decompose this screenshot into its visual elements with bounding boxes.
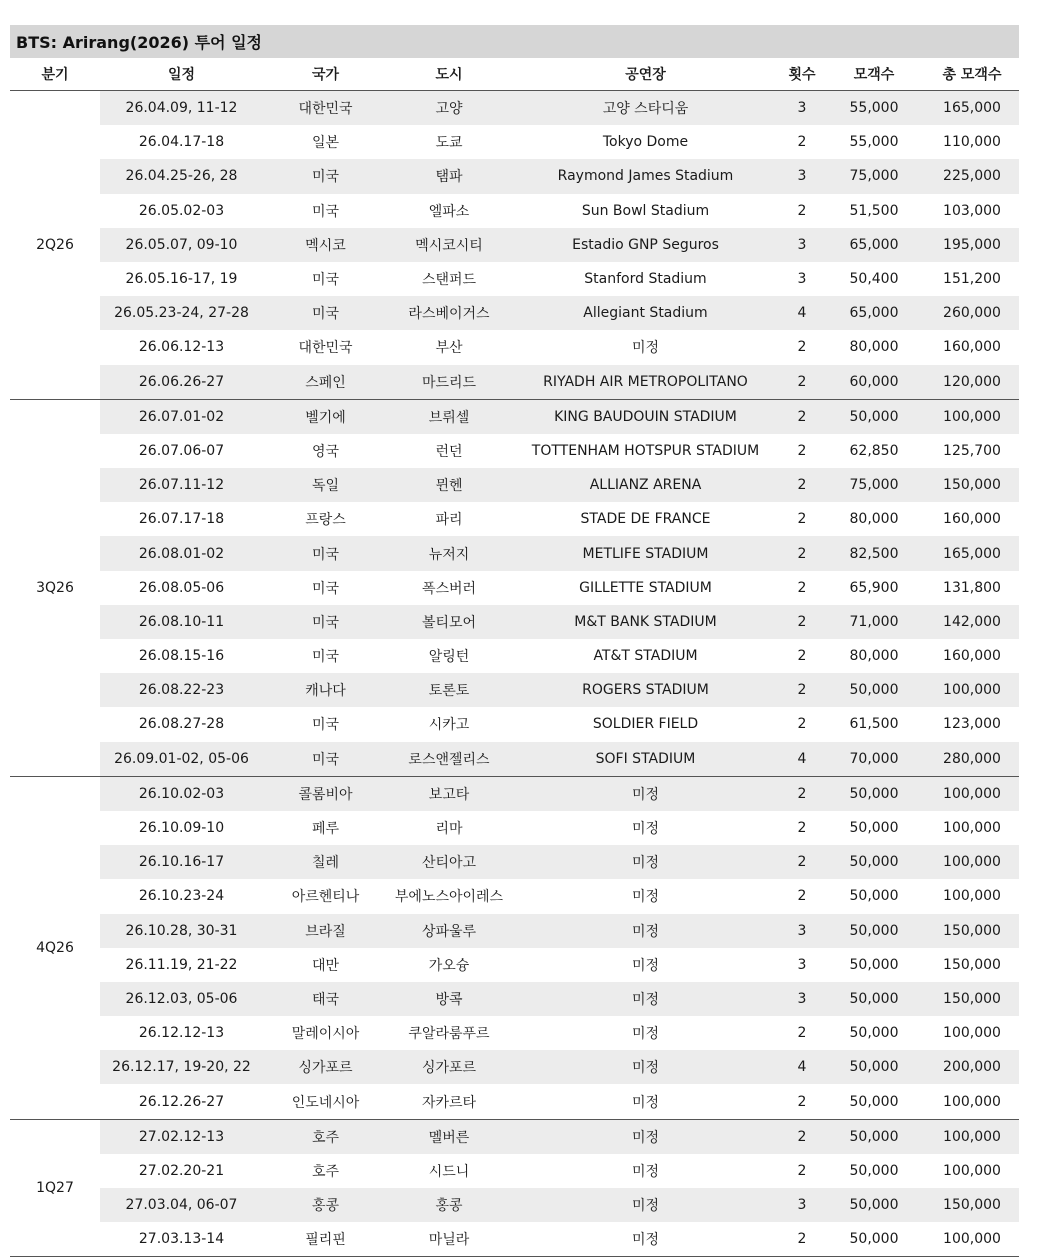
date-cell: 26.04.25-26, 28: [100, 159, 263, 193]
date-cell: 26.07.01-02: [100, 399, 263, 434]
table-row: [10, 159, 1019, 193]
date-cell: 26.08.22-23: [100, 673, 263, 707]
date-cell: 26.11.19, 21-22: [125, 956, 238, 973]
total-attendance-cell: 100,000: [925, 776, 1019, 811]
table-row: [10, 948, 1019, 982]
table-row: [10, 639, 1019, 673]
city-cell: 로스앤젤리스: [388, 742, 510, 777]
venue-cell: 미정: [631, 1026, 660, 1043]
city-cell: 방콕: [388, 982, 510, 1016]
city-cell: 시드니: [428, 1163, 470, 1180]
country-cell: 미국: [263, 742, 388, 777]
shows-cell: 2: [797, 134, 807, 151]
table-row: [10, 982, 1019, 1016]
total-attendance-cell: 100,000: [925, 1119, 1019, 1154]
venue-cell: 미정: [510, 776, 781, 811]
country-cell: 호주: [263, 1119, 388, 1154]
shows-cell: 2: [781, 536, 823, 570]
shows-cell: 3: [781, 982, 823, 1016]
country-cell: 캐나다: [263, 673, 388, 707]
venue-cell: Raymond James Stadium: [510, 159, 781, 193]
attendance-cell: 50,400: [849, 271, 899, 288]
date-cell: 26.06.26-27: [100, 365, 263, 400]
city-cell: 런던: [435, 443, 463, 460]
venue-cell: 미정: [631, 1094, 660, 1111]
attendance-cell: 50,000: [849, 956, 899, 973]
country-cell: 칠레: [263, 845, 388, 879]
country-cell: 일본: [311, 135, 340, 152]
shows-cell: 2: [797, 339, 807, 356]
venue-cell: ROGERS STADIUM: [510, 673, 781, 707]
venue-cell: Tokyo Dome: [602, 134, 689, 151]
venue-cell: Stanford Stadium: [584, 271, 707, 288]
city-cell: 멜버른: [388, 1119, 510, 1154]
table-row: [10, 262, 1019, 296]
attendance-cell: 50,000: [849, 1162, 899, 1179]
total-attendance-cell: 165,000: [925, 91, 1019, 126]
total-attendance-cell: 120,000: [925, 365, 1019, 400]
total-attendance-cell: 100,000: [925, 399, 1019, 434]
header-date: 일정: [100, 58, 263, 91]
venue-cell: 미정: [631, 340, 660, 357]
city-cell: 브뤼셀: [388, 399, 510, 434]
table-body: [10, 91, 1019, 1257]
attendance-cell: 50,000: [823, 776, 925, 811]
shows-cell: 3: [797, 271, 807, 288]
city-cell: 가오슝: [428, 957, 470, 974]
attendance-cell: 60,000: [823, 365, 925, 400]
shows-cell: 2: [797, 888, 807, 905]
city-cell: 멕시코시티: [388, 228, 510, 262]
total-attendance-cell: 195,000: [925, 228, 1019, 262]
total-attendance-cell: 260,000: [925, 296, 1019, 330]
header-attendance: 모객수: [823, 58, 925, 91]
quarter-cell: 3Q26: [10, 399, 100, 776]
attendance-cell: 55,000: [823, 91, 925, 126]
venue-cell: METLIFE STADIUM: [510, 536, 781, 570]
country-cell: 멕시코: [263, 228, 388, 262]
attendance-cell: 50,000: [823, 982, 925, 1016]
date-cell: 26.10.23-24: [138, 888, 225, 905]
date-cell: 26.08.10-11: [100, 605, 263, 639]
table-row: [10, 365, 1019, 400]
venue-cell: 미정: [631, 1163, 660, 1180]
city-cell: 리마: [435, 821, 463, 838]
city-cell: 알링턴: [428, 649, 470, 666]
total-attendance-cell: 125,700: [943, 442, 1001, 459]
total-attendance-cell: 150,000: [925, 1188, 1019, 1222]
table-row: [10, 296, 1019, 330]
date-cell: 26.08.05-06: [138, 579, 225, 596]
table-row: [10, 1050, 1019, 1084]
table-row: [10, 399, 1019, 434]
date-cell: 26.10.09-10: [138, 820, 225, 837]
country-cell: 콜롬비아: [263, 776, 388, 811]
date-cell: 26.10.28, 30-31: [100, 914, 263, 948]
table-row: [10, 1119, 1019, 1154]
attendance-cell: 50,000: [823, 1222, 925, 1257]
total-attendance-cell: 150,000: [925, 982, 1019, 1016]
table-row: [10, 1016, 1019, 1050]
table-row: [10, 91, 1019, 126]
shows-cell: 3: [797, 956, 807, 973]
attendance-cell: 80,000: [849, 511, 899, 528]
country-cell: 필리핀: [263, 1222, 388, 1257]
shows-cell: 2: [797, 1025, 807, 1042]
shows-cell: 3: [781, 159, 823, 193]
date-cell: 26.05.02-03: [138, 202, 225, 219]
city-cell: 상파울루: [388, 914, 510, 948]
attendance-cell: 65,900: [849, 579, 899, 596]
city-cell: 홍콩: [388, 1188, 510, 1222]
shows-cell: 2: [781, 845, 823, 879]
table-row: [10, 330, 1019, 364]
date-cell: 26.07.06-07: [138, 442, 225, 459]
date-cell: 27.03.04, 06-07: [100, 1188, 263, 1222]
venue-cell: RIYADH AIR METROPOLITANO: [510, 365, 781, 400]
table-row: [10, 125, 1019, 159]
city-cell: 마닐라: [388, 1222, 510, 1257]
country-cell: 미국: [263, 605, 388, 639]
date-cell: 26.07.11-12: [100, 468, 263, 502]
country-cell: 벨기에: [263, 399, 388, 434]
shows-cell: 4: [781, 296, 823, 330]
city-cell: 쿠알라룸푸르: [408, 1026, 490, 1043]
venue-cell: 미정: [631, 821, 660, 838]
total-attendance-cell: 131,800: [943, 579, 1001, 596]
shows-cell: 2: [797, 442, 807, 459]
venue-cell: ALLIANZ ARENA: [510, 468, 781, 502]
shows-cell: 2: [781, 776, 823, 811]
quarter-cell: 4Q26: [10, 776, 100, 1119]
country-cell: 미국: [263, 296, 388, 330]
total-attendance-cell: 150,000: [943, 956, 1001, 973]
total-attendance-cell: 225,000: [925, 159, 1019, 193]
country-cell: 대한민국: [298, 340, 353, 357]
total-attendance-cell: 110,000: [943, 134, 1001, 151]
venue-cell: 미정: [631, 889, 660, 906]
header-country: 국가: [263, 58, 388, 91]
shows-cell: 4: [781, 742, 823, 777]
attendance-cell: 75,000: [823, 159, 925, 193]
date-cell: 26.05.23-24, 27-28: [100, 296, 263, 330]
tour-schedule-document: [10, 25, 1019, 1257]
date-cell: 26.05.07, 09-10: [100, 228, 263, 262]
city-cell: 마드리드: [388, 365, 510, 400]
venue-cell: Allegiant Stadium: [510, 296, 781, 330]
total-attendance-cell: 165,000: [925, 536, 1019, 570]
venue-cell: 고양 스타디움: [510, 91, 781, 126]
date-cell: 27.02.12-13: [100, 1119, 263, 1154]
attendance-cell: 65,000: [823, 296, 925, 330]
attendance-cell: 70,000: [823, 742, 925, 777]
header-shows: 횟수: [781, 58, 823, 91]
venue-cell: SOLDIER FIELD: [592, 716, 699, 733]
venue-cell: 미정: [631, 957, 660, 974]
country-cell: 독일: [263, 468, 388, 502]
table-row: [10, 1084, 1019, 1119]
shows-cell: 2: [781, 468, 823, 502]
total-attendance-cell: 160,000: [943, 648, 1001, 665]
shows-cell: 2: [797, 1093, 807, 1110]
header-city: 도시: [388, 58, 510, 91]
date-cell: 26.09.01-02, 05-06: [100, 742, 263, 777]
country-cell: 아르헨티나: [291, 889, 360, 906]
attendance-cell: 50,000: [823, 1188, 925, 1222]
quarter-cell: 1Q27: [10, 1119, 100, 1257]
country-cell: 홍콩: [263, 1188, 388, 1222]
total-attendance-cell: 280,000: [925, 742, 1019, 777]
date-cell: 26.12.03, 05-06: [100, 982, 263, 1016]
attendance-cell: 55,000: [849, 134, 899, 151]
table-row: [10, 194, 1019, 228]
city-cell: 파리: [435, 512, 463, 529]
total-attendance-cell: 100,000: [943, 1162, 1001, 1179]
city-cell: 고양: [388, 91, 510, 126]
header-quarter: 분기: [10, 58, 100, 91]
venue-cell: 미정: [510, 914, 781, 948]
attendance-cell: 65,000: [823, 228, 925, 262]
attendance-cell: 50,000: [823, 1050, 925, 1084]
city-cell: 토론토: [388, 673, 510, 707]
total-attendance-cell: 123,000: [943, 716, 1001, 733]
city-cell: 뉴저지: [388, 536, 510, 570]
city-cell: 시카고: [428, 717, 470, 734]
date-cell: 26.05.16-17, 19: [125, 271, 238, 288]
date-cell: 26.08.15-16: [138, 648, 225, 665]
shows-cell: 2: [781, 365, 823, 400]
city-cell: 탬파: [388, 159, 510, 193]
attendance-cell: 82,500: [823, 536, 925, 570]
attendance-cell: 50,000: [823, 1119, 925, 1154]
total-attendance-cell: 151,200: [943, 271, 1001, 288]
table-row: [10, 914, 1019, 948]
country-cell: 대한민국: [263, 91, 388, 126]
country-cell: 미국: [311, 203, 340, 220]
total-attendance-cell: 100,000: [925, 673, 1019, 707]
attendance-cell: 80,000: [849, 339, 899, 356]
total-attendance-cell: 100,000: [943, 888, 1001, 905]
country-cell: 싱가포르: [263, 1050, 388, 1084]
header-row: [10, 58, 1019, 91]
city-cell: 부산: [435, 340, 463, 357]
shows-cell: 2: [797, 579, 807, 596]
venue-cell: 미정: [510, 982, 781, 1016]
city-cell: 싱가포르: [388, 1050, 510, 1084]
table-row: [10, 571, 1019, 605]
date-cell: 26.10.16-17: [100, 845, 263, 879]
country-cell: 말레이시아: [291, 1026, 360, 1043]
total-attendance-cell: 150,000: [925, 914, 1019, 948]
date-cell: 26.08.27-28: [138, 716, 225, 733]
venue-cell: KING BAUDOUIN STADIUM: [510, 399, 781, 434]
attendance-cell: 62,850: [849, 442, 899, 459]
shows-cell: 3: [781, 914, 823, 948]
attendance-cell: 50,000: [823, 914, 925, 948]
city-cell: 볼티모어: [388, 605, 510, 639]
shows-cell: 2: [797, 820, 807, 837]
venue-cell: 미정: [510, 1222, 781, 1257]
city-cell: 도쿄: [435, 135, 463, 152]
venue-cell: Estadio GNP Seguros: [510, 228, 781, 262]
shows-cell: 2: [797, 511, 807, 528]
city-cell: 스탠퍼드: [421, 272, 477, 289]
shows-cell: 2: [797, 716, 807, 733]
country-cell: 미국: [311, 272, 340, 289]
attendance-cell: 50,000: [823, 399, 925, 434]
shows-cell: 4: [781, 1050, 823, 1084]
venue-cell: SOFI STADIUM: [510, 742, 781, 777]
venue-cell: STADE DE FRANCE: [580, 511, 711, 528]
shows-cell: 2: [781, 1119, 823, 1154]
table-row: [10, 605, 1019, 639]
attendance-cell: 50,000: [849, 1093, 899, 1110]
venue-cell: 미정: [510, 845, 781, 879]
total-attendance-cell: 142,000: [925, 605, 1019, 639]
shows-cell: 2: [781, 1222, 823, 1257]
date-cell: 27.03.13-14: [100, 1222, 263, 1257]
country-cell: 미국: [263, 536, 388, 570]
date-cell: 27.02.20-21: [138, 1162, 225, 1179]
table-row: [10, 434, 1019, 468]
table-row: [10, 742, 1019, 777]
total-attendance-cell: 100,000: [943, 1025, 1001, 1042]
city-cell: 뮌헨: [388, 468, 510, 502]
attendance-cell: 50,000: [849, 1025, 899, 1042]
country-cell: 프랑스: [305, 512, 346, 529]
total-attendance-cell: 100,000: [925, 845, 1019, 879]
attendance-cell: 50,000: [849, 888, 899, 905]
venue-cell: 미정: [510, 1119, 781, 1154]
table-row: [10, 1222, 1019, 1257]
shows-cell: 3: [781, 1188, 823, 1222]
total-attendance-cell: 160,000: [943, 339, 1001, 356]
total-attendance-cell: 200,000: [925, 1050, 1019, 1084]
date-cell: 26.04.09, 11-12: [100, 91, 263, 126]
table-row: [10, 1154, 1019, 1188]
attendance-cell: 50,000: [823, 845, 925, 879]
table-row: [10, 776, 1019, 811]
venue-cell: GILLETTE STADIUM: [579, 579, 712, 596]
attendance-cell: 75,000: [823, 468, 925, 502]
country-cell: 미국: [311, 649, 340, 666]
country-cell: 태국: [263, 982, 388, 1016]
venue-cell: 미정: [510, 1050, 781, 1084]
venue-cell: TOTTENHAM HOTSPUR STADIUM: [531, 442, 760, 459]
shows-cell: 2: [797, 1162, 807, 1179]
total-attendance-cell: 150,000: [925, 468, 1019, 502]
attendance-cell: 51,500: [849, 202, 899, 219]
date-cell: 26.12.26-27: [138, 1093, 225, 1110]
shows-cell: 2: [797, 648, 807, 665]
city-cell: 산티아고: [388, 845, 510, 879]
attendance-cell: 50,000: [823, 673, 925, 707]
table-row: [10, 845, 1019, 879]
shows-cell: 2: [781, 605, 823, 639]
country-cell: 미국: [311, 717, 340, 734]
total-attendance-cell: 100,000: [943, 1093, 1001, 1110]
shows-cell: 3: [781, 91, 823, 126]
city-cell: 폭스버러: [421, 580, 477, 597]
city-cell: 부에노스아이레스: [394, 889, 504, 906]
table-row: [10, 228, 1019, 262]
table-row: [10, 1188, 1019, 1222]
venue-cell: M&T BANK STADIUM: [510, 605, 781, 639]
city-cell: 엘파소: [428, 203, 470, 220]
table-row: [10, 879, 1019, 913]
country-cell: 호주: [311, 1163, 340, 1180]
attendance-cell: 61,500: [849, 716, 899, 733]
country-cell: 영국: [311, 443, 340, 460]
total-attendance-cell: 100,000: [925, 1222, 1019, 1257]
shows-cell: 3: [781, 228, 823, 262]
table-row: [10, 811, 1019, 845]
country-cell: 인도네시아: [291, 1094, 360, 1111]
venue-cell: 미정: [510, 1188, 781, 1222]
shows-cell: 2: [781, 673, 823, 707]
country-cell: 대만: [311, 957, 340, 974]
shows-cell: 2: [781, 399, 823, 434]
attendance-cell: 71,000: [823, 605, 925, 639]
attendance-cell: 80,000: [849, 648, 899, 665]
table-row: [10, 707, 1019, 741]
total-attendance-cell: 100,000: [943, 820, 1001, 837]
venue-cell: Sun Bowl Stadium: [581, 202, 710, 219]
attendance-cell: 50,000: [849, 820, 899, 837]
table-row: [10, 468, 1019, 502]
date-cell: 26.10.02-03: [100, 776, 263, 811]
city-cell: 자카르타: [421, 1094, 477, 1111]
country-cell: 미국: [311, 580, 340, 597]
city-cell: 보고타: [388, 776, 510, 811]
date-cell: 26.06.12-13: [138, 339, 225, 356]
date-cell: 26.12.12-13: [138, 1025, 225, 1042]
total-attendance-cell: 103,000: [943, 202, 1001, 219]
shows-cell: 2: [797, 202, 807, 219]
tour-schedule-table: [10, 58, 1019, 1257]
table-row: [10, 536, 1019, 570]
quarter-cell: 2Q26: [10, 91, 100, 400]
header-venue: 공연장: [510, 58, 781, 91]
country-cell: 브라질: [263, 914, 388, 948]
date-cell: 26.12.17, 19-20, 22: [100, 1050, 263, 1084]
date-cell: 26.08.01-02: [100, 536, 263, 570]
header-total-attendance: 총 모객수: [925, 58, 1019, 91]
country-cell: 미국: [263, 159, 388, 193]
country-cell: 스페인: [263, 365, 388, 400]
city-cell: 라스베이거스: [388, 296, 510, 330]
date-cell: 26.07.17-18: [138, 511, 225, 528]
document-title: BTS: Arirang(2026) 투어 일정: [10, 25, 1019, 58]
total-attendance-cell: 160,000: [943, 511, 1001, 528]
country-cell: 페루: [311, 821, 340, 838]
venue-cell: AT&T STADIUM: [593, 648, 698, 665]
table-row: [10, 502, 1019, 536]
table-row: [10, 673, 1019, 707]
date-cell: 26.04.17-18: [138, 134, 225, 151]
